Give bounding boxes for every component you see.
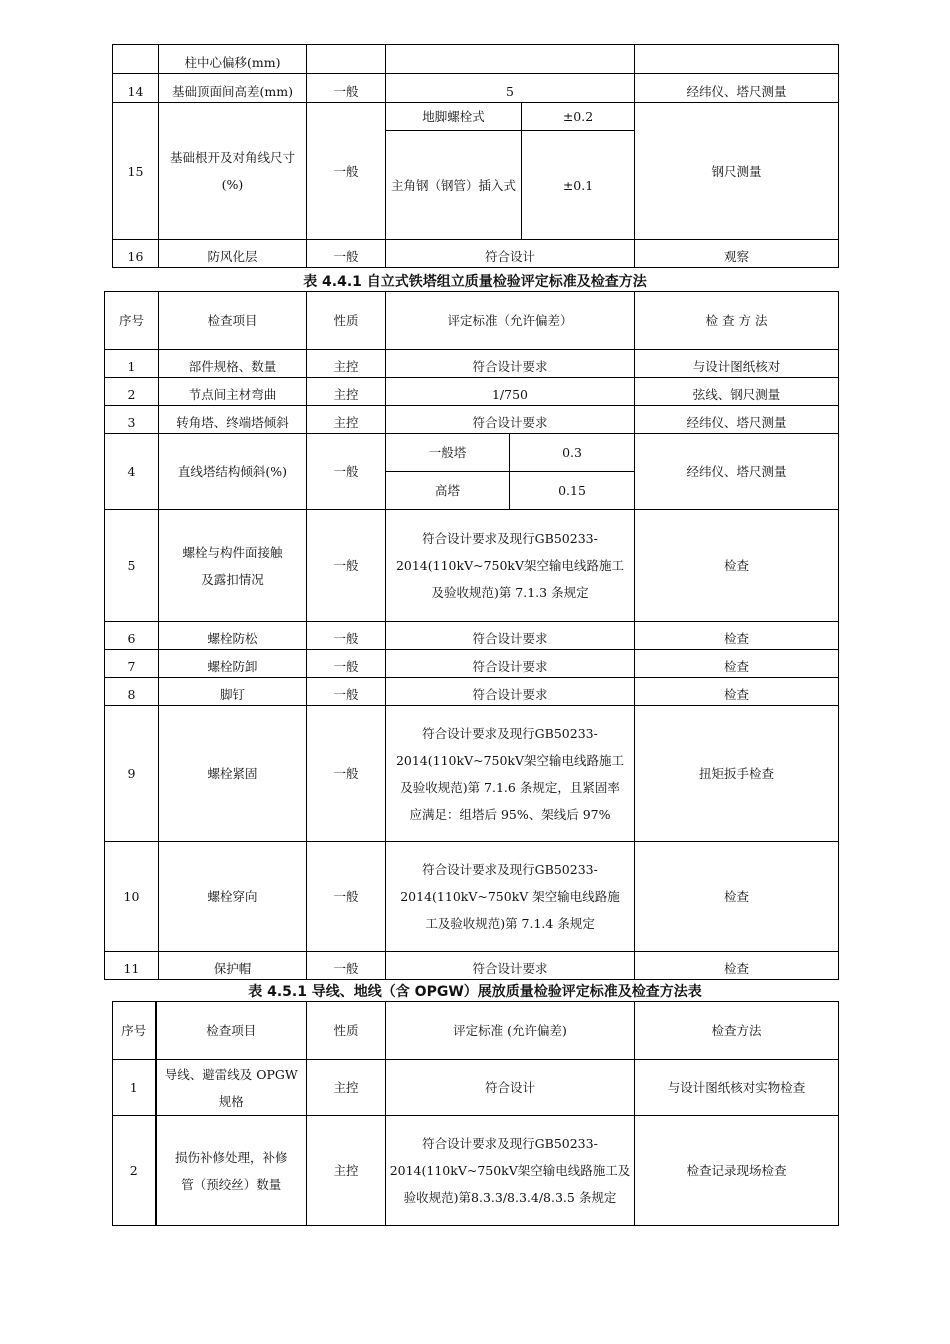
row-method: 与设计图纸核对	[635, 350, 839, 378]
table-451	[112, 1001, 839, 1226]
row-standard: 符合设计要求	[386, 406, 635, 434]
row-standard: 符合设计要求	[386, 350, 635, 378]
row-nature: 一般	[307, 952, 386, 980]
table-row	[113, 1060, 839, 1116]
row-method: 经纬仪、塔尺测量	[635, 434, 839, 510]
row-nature: 主控	[307, 378, 386, 406]
table-row	[105, 842, 839, 952]
row-standard: 符合设计要求及现行GB50233-2014(110kV~750kV架空输电线路施工及验收规范)第 7.1.6 条规定，且紧固率应满足：组塔后 95%、架线后 97%	[386, 706, 635, 842]
row-no: 1	[113, 1060, 156, 1116]
row-no: 9	[105, 706, 159, 842]
row-nature: 一般	[307, 103, 386, 240]
row-item: 保护帽	[159, 952, 307, 980]
row-nature: 一般	[307, 434, 386, 510]
table-row	[105, 378, 839, 406]
sub-value: 0.15	[510, 472, 635, 510]
sub-value: ±0.1	[522, 131, 635, 240]
table-row	[113, 240, 839, 268]
row-no: 16	[113, 240, 159, 268]
header-item: 检查项目	[156, 1002, 307, 1060]
row-nature	[307, 45, 386, 74]
sub-label: 高塔	[386, 472, 510, 510]
table-header	[113, 1002, 839, 1060]
row-item: 螺栓穿向	[159, 842, 307, 952]
table-row	[105, 622, 839, 650]
row-standard: 符合设计要求及现行GB50233-2014(110kV~750kV 架空输电线路施工及验收规范)第 7.1.4 条规定	[386, 842, 635, 952]
table-row	[105, 350, 839, 378]
header-standard: 评定标准（允许偏差）	[386, 292, 635, 350]
row-item: 基础顶面间高差(mm)	[159, 74, 307, 103]
row-no: 4	[105, 434, 159, 510]
row-standard: 符合设计要求	[386, 678, 635, 706]
row-item: 螺栓与构件面接触及露扣情况	[159, 510, 307, 622]
row-method: 扭矩扳手检查	[635, 706, 839, 842]
row-nature: 主控	[307, 406, 386, 434]
table-441-title: 表 4.4.1 自立式铁塔组立质量检验评定标准及检查方法	[303, 274, 647, 290]
table-row	[105, 434, 839, 472]
row-standard: 符合设计要求及现行GB50233-2014(110kV~750kV架空输电线路施工及验收规范)第8.3.3/8.3.4/8.3.5 条规定	[386, 1116, 635, 1226]
row-nature: 主控	[307, 350, 386, 378]
header-nature: 性质	[307, 1002, 386, 1060]
row-nature: 一般	[307, 706, 386, 842]
row-nature: 一般	[307, 622, 386, 650]
table-row	[105, 406, 839, 434]
row-no: 8	[105, 678, 159, 706]
row-nature: 一般	[307, 240, 386, 268]
row-item: 柱中心偏移(mm)	[159, 45, 307, 74]
header-no: 序号	[113, 1002, 156, 1060]
table-row	[105, 650, 839, 678]
row-method: 钢尺测量	[635, 103, 839, 240]
table-441	[104, 291, 839, 980]
row-standard: 符合设计	[386, 240, 635, 268]
row-no: 14	[113, 74, 159, 103]
row-standard: 5	[386, 74, 635, 103]
table-451-title: 表 4.5.1 导线、地线（含 OPGW）展放质量检验评定标准及检查方法表	[248, 984, 702, 1000]
row-no: 1	[105, 350, 159, 378]
row-item: 部件规格、数量	[159, 350, 307, 378]
header-method: 检 查 方 法	[635, 292, 839, 350]
sub-label: 一般塔	[386, 434, 510, 472]
row-standard	[386, 45, 635, 74]
row-no: 15	[113, 103, 159, 240]
row-nature: 一般	[307, 510, 386, 622]
row-standard: 符合设计要求	[386, 622, 635, 650]
header-nature: 性质	[307, 292, 386, 350]
row-nature: 主控	[307, 1060, 386, 1116]
row-method: 与设计图纸核对实物检查	[635, 1060, 839, 1116]
header-no: 序号	[105, 292, 159, 350]
row-item: 节点间主材弯曲	[159, 378, 307, 406]
table-row	[105, 706, 839, 842]
row-method: 检查	[635, 510, 839, 622]
row-item: 螺栓防松	[159, 622, 307, 650]
row-standard: 符合设计要求	[386, 650, 635, 678]
row-no: 11	[105, 952, 159, 980]
row-nature: 一般	[307, 650, 386, 678]
table-header	[105, 292, 839, 350]
row-method: 检查	[635, 952, 839, 980]
row-standard: 符合设计	[386, 1060, 635, 1116]
row-method: 检查	[635, 622, 839, 650]
row-method: 弦线、钢尺测量	[635, 378, 839, 406]
row-no: 6	[105, 622, 159, 650]
sub-value: ±0.2	[522, 103, 635, 131]
table-row	[105, 510, 839, 622]
table-row	[105, 678, 839, 706]
row-item: 导线、避雷线及 OPGW 规格	[156, 1060, 307, 1116]
row-item: 转角塔、终端塔倾斜	[159, 406, 307, 434]
table-row	[105, 952, 839, 980]
row-no: 2	[105, 378, 159, 406]
row-nature: 主控	[307, 1116, 386, 1226]
row-no: 7	[105, 650, 159, 678]
row-method	[635, 45, 839, 74]
table-top	[112, 44, 839, 268]
header-standard: 评定标准 (允许偏差)	[386, 1002, 635, 1060]
row-no: 2	[113, 1116, 156, 1226]
row-nature: 一般	[307, 678, 386, 706]
row-no: 5	[105, 510, 159, 622]
row-item: 基础根开及对角线尺寸(%)	[159, 103, 307, 240]
header-method: 检查方法	[635, 1002, 839, 1060]
row-no: 10	[105, 842, 159, 952]
header-item: 检查项目	[159, 292, 307, 350]
row-method: 检查记录现场检查	[635, 1116, 839, 1226]
row-item: 螺栓紧固	[159, 706, 307, 842]
table-row	[113, 1116, 839, 1226]
row-method: 经纬仪、塔尺测量	[635, 406, 839, 434]
row-standard: 1/750	[386, 378, 635, 406]
sub-value: 0.3	[510, 434, 635, 472]
row-item: 螺栓防卸	[159, 650, 307, 678]
row-nature: 一般	[307, 74, 386, 103]
row-method: 观察	[635, 240, 839, 268]
table-row	[113, 103, 839, 131]
sub-label: 地脚螺栓式	[386, 103, 522, 131]
row-no: 3	[105, 406, 159, 434]
row-item: 防风化层	[159, 240, 307, 268]
row-item: 脚钉	[159, 678, 307, 706]
row-method: 检查	[635, 678, 839, 706]
table-row	[113, 74, 839, 103]
row-method: 检查	[635, 650, 839, 678]
row-nature: 一般	[307, 842, 386, 952]
row-no	[113, 45, 159, 74]
row-item: 直线塔结构倾斜(%)	[159, 434, 307, 510]
sub-label: 主角钢（钢管）插入式	[386, 131, 522, 240]
table-row	[113, 45, 839, 74]
row-item: 损伤补修处理，补修管（预绞丝）数量	[156, 1116, 307, 1226]
row-method: 检查	[635, 842, 839, 952]
row-standard: 符合设计要求及现行GB50233-2014(110kV~750kV架空输电线路施工及验收规范)第 7.1.3 条规定	[386, 510, 635, 622]
row-method: 经纬仪、塔尺测量	[635, 74, 839, 103]
row-standard: 符合设计要求	[386, 952, 635, 980]
